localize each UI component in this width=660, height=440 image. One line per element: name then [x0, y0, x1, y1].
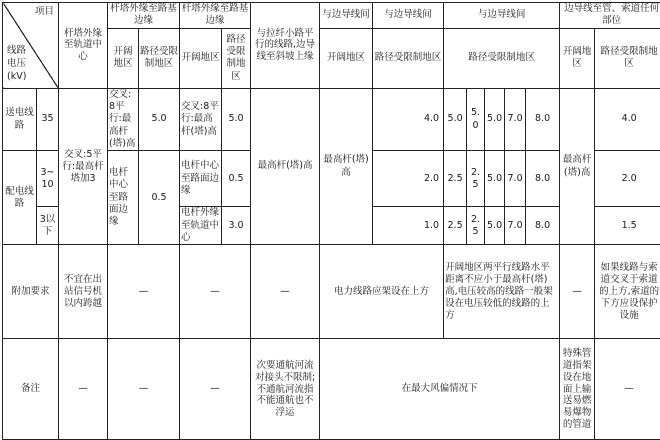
extra-roadbed2: —: [180, 245, 251, 339]
row-transmission: 送电线路: [3, 88, 37, 151]
extra-conductor: 开阔地区两平行线路水平距离不应小于最高杆(塔)高,电压较高的线路一般架设在电压较低的线路的上方: [444, 245, 560, 339]
header-tower-to-roadbed-1: 杆塔外缘至路基边缘: [108, 3, 180, 29]
c2-3-b: 2.5: [467, 207, 485, 245]
extra-parallel: 电力线路应架设在上方: [320, 245, 444, 339]
header-pipe-open: 开阔地区: [560, 28, 595, 88]
clearance-table: [2, 2, 660, 440]
roadbed1-restricted-dist: 0.5: [139, 151, 180, 245]
header-pipe: 边导线至管、索道任何部位: [560, 3, 660, 29]
pipe-restricted-3: 1.5: [595, 207, 660, 245]
track-value: 交叉:5平行:最高杆塔加3: [59, 88, 108, 245]
remarks-label: 备注: [3, 339, 59, 440]
c2-10-c: 5.0: [485, 151, 505, 207]
voltage-3-below: 3以下: [37, 207, 59, 245]
c2-3-c: 5.0: [485, 207, 505, 245]
roadbed2-restricted-35: 5.0: [222, 88, 251, 151]
voltage-3-10: 3~10: [37, 151, 59, 207]
c2-10-e: 8.0: [526, 151, 560, 207]
roadbed2-low-b: 3.0: [222, 207, 251, 245]
roadbed2-mid-a: 电杆中心至路面边缘: [180, 151, 222, 207]
c2-3-a: 2.5: [444, 207, 467, 245]
c2-10-a: 2.5: [444, 151, 467, 207]
roadbed1-open-35: 交叉:8平行:最高杆(塔)高: [108, 88, 139, 151]
roadbed2-mid-b: 0.5: [222, 151, 251, 207]
c2-35-a: 5.0: [444, 88, 467, 151]
roadbed1-open-dist: 电杆中心至路面边缘: [108, 151, 139, 245]
pipe-open: 最高杆(塔)高: [560, 88, 595, 245]
c2-35-c: 5.0: [485, 88, 505, 151]
roadbed1-restricted-35: 5.0: [139, 88, 180, 151]
c2-10-d: 7.0: [505, 151, 526, 207]
parallel-value: 最高杆(塔)高: [251, 88, 320, 245]
remarks-slope: 次要通航河流对接头不限制;不通航河流指不能通航也不浮运: [251, 339, 320, 440]
conductor1-val-35: 4.0: [373, 88, 444, 151]
header-item: 项目: [34, 6, 54, 17]
remarks-pipe-open: 特殊管道指架设在地面上输送易燃易爆物的管道: [560, 339, 595, 440]
pipe-restricted-10: 2.0: [595, 151, 660, 207]
header-tower-to-roadbed-2: 杆塔外缘至路基边缘: [180, 3, 251, 29]
voltage-35: 35: [37, 88, 59, 151]
header-conductor-open: 开阔地区: [320, 28, 373, 88]
header-conductor2-restricted: 路径受限制地区: [444, 28, 560, 88]
header-open-2: 开阔地区: [180, 28, 222, 88]
header-parallel-slope: 与拉纤小路平行的线路,边导线至斜坡上缘: [251, 3, 320, 89]
remarks-track: —: [59, 339, 108, 440]
roadbed2-low-a: 电杆外缘至轨道中心: [180, 207, 222, 245]
c2-35-e: 8.0: [526, 88, 560, 151]
c2-35-b: 5.0: [467, 88, 485, 151]
c2-3-e: 8.0: [526, 207, 560, 245]
remarks-conductor: 在最大风偏情况下: [320, 339, 560, 440]
header-conductor-2: 与边导线间: [444, 3, 560, 29]
extra-track: 不宜在出站信号机以内跨越: [59, 245, 108, 339]
header-restricted-1: 路径受限制地区: [139, 28, 180, 88]
remarks-roadbed1: —: [108, 339, 180, 440]
remarks-roadbed2: —: [180, 339, 251, 440]
row-distribution: 配电线路: [3, 151, 37, 245]
header-conductor-restricted: 路径受限制地区: [373, 28, 444, 88]
remarks-pipe: —: [595, 339, 660, 440]
pipe-restricted-35: 4.0: [595, 88, 660, 151]
roadbed2-open-35: 交叉:8平行:最高杆(塔)高: [180, 88, 222, 151]
c2-3-d: 7.0: [505, 207, 526, 245]
header-conductor-1: 与边导线间: [320, 3, 373, 29]
c2-35-d: 7.0: [505, 88, 526, 151]
conductor1-val-10: 2.0: [373, 151, 444, 207]
conductor1-val-3: 1.0: [373, 207, 444, 245]
conductor1-open: 最高杆(塔)高: [320, 88, 373, 245]
header-restricted-2: 路径受限制地区: [222, 28, 251, 88]
c2-10-b: 2.5: [467, 151, 485, 207]
header-line-voltage: 线路 电压 (kV): [7, 44, 27, 83]
extra-pipe-open: —: [560, 245, 595, 339]
header-corner: [3, 3, 59, 89]
header-open-1: 开阔地区: [108, 28, 139, 88]
header-pipe-restricted: 路径受限制地区: [595, 28, 660, 88]
extra-label: 附加要求: [3, 245, 59, 339]
header-conductor-1b: 与边导线间: [373, 3, 444, 29]
extra-pipe: 如果线路与索道交叉于索道的上方,索道的下方应设保护设施: [595, 245, 660, 339]
extra-slope: —: [251, 245, 320, 339]
header-tower-to-track: 杆塔外缘至轨道中心: [59, 3, 108, 89]
extra-roadbed1: —: [108, 245, 180, 339]
